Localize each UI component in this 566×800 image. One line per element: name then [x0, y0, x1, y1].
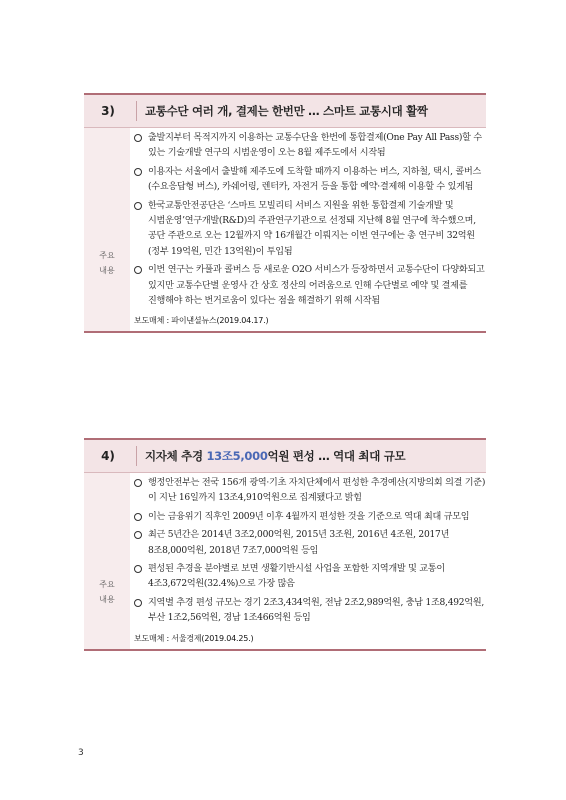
section-title: 교통수단 여러 개, 결제는 한번만 … 스마트 교통시대 활짝 — [145, 104, 428, 118]
section-body — [84, 128, 486, 333]
side-column — [84, 473, 130, 649]
page-number: 3 — [78, 748, 84, 758]
circle-bullet-icon — [134, 134, 142, 142]
news-source: 보도매체 : 파이낸셜뉴스(2019.04.17.) — [134, 316, 269, 326]
header-divider — [136, 101, 137, 121]
list-item — [134, 131, 486, 162]
section-body — [84, 473, 486, 651]
section-title — [145, 448, 405, 464]
title-prefix: 지자체 추경 — [145, 449, 207, 463]
side-label-line: 내용 — [99, 266, 115, 275]
side-label-line: 내용 — [99, 595, 115, 604]
item-text: 이는 금융위기 직후인 2009년 이후 4월까지 편성한 것을 기준으로 역대 최대 규모임 — [148, 511, 470, 522]
list-item — [134, 528, 486, 559]
item-text: 출발지부터 목적지까지 이용하는 교통수단을 한번에 통합결제(One Pay All Pass)할 수 있는 기술개발 연구의 시범운영이 오는 8월 제주도에서 시작됨 — [148, 133, 482, 159]
section-number: 4) — [101, 449, 115, 463]
item-text: 이번 연구는 카풀과 콜버스 등 새로운 O2O 서비스가 등장하면서 교통수단이 다양화되고 있지만 교통수단별 운영사 간 상호 정산의 어려움으로 인해 수단별로 예약 및 결제를 진행해야 하는 번거로움이 있다는 점을 해결하기 위해 시작됨 — [148, 265, 485, 307]
list-item — [134, 165, 486, 196]
news-section-4 — [84, 438, 486, 651]
news-source: 보도매체 : 서울경제(2019.04.25.) — [134, 633, 254, 643]
side-label — [84, 248, 130, 278]
circle-bullet-icon — [134, 479, 142, 487]
item-text: 한국교통안전공단은 ‘스마트 모빌리티 서비스 지원을 위한 통합결제 기술개발 및 시범운영’연구개발(R&D)의 주관연구기관으로 선정돼 지난해 8월 연구에 착수했으며, 공단 주관으로 오는 12월까지 약 16개월간 이뤄지는 이번 연구에는 총 연구비 32억원(정부 19억원, 민간 13억원)이 투입됨 — [148, 200, 476, 257]
side-label-line: 주요 — [99, 251, 115, 260]
section-header — [84, 438, 486, 473]
item-text: 최근 5년간은 2014년 3조2,000억원, 2015년 3조원, 2016년 4조원, 2017년 8조8,000억원, 2018년 7조7,000억원 등임 — [148, 530, 450, 556]
side-column — [84, 128, 130, 331]
list-item — [134, 263, 486, 309]
list-item — [134, 596, 486, 627]
news-section-3 — [84, 93, 486, 333]
circle-bullet-icon — [134, 202, 142, 210]
circle-bullet-icon — [134, 565, 142, 573]
item-list — [134, 128, 486, 331]
circle-bullet-icon — [134, 266, 142, 274]
title-highlight: 13조5,000 — [206, 449, 268, 463]
header-divider — [136, 446, 137, 466]
item-text: 편성된 추경을 분야별로 보면 생활기반시설 사업을 포함한 지역개발 및 교통이 4조3,672억원(32.4%)으로 가장 많음 — [148, 564, 445, 590]
circle-bullet-icon — [134, 531, 142, 539]
section-header — [84, 93, 486, 128]
side-label-line: 주요 — [99, 580, 115, 589]
item-text: 행정안전부는 전국 156개 광역·기초 자치단체에서 편성한 추경예산(지방의회 의결 기준)이 지난 16일까지 13조4,910억원으로 집계됐다고 밝힘 — [148, 478, 486, 504]
title-suffix: 억원 편성 … 역대 최대 규모 — [267, 449, 406, 463]
circle-bullet-icon — [134, 599, 142, 607]
list-item — [134, 510, 486, 525]
item-text: 지역별 추경 편성 규모는 경기 2조3,434억원, 전남 2조2,989억원, 충남 1조8,492억원, 부산 1조2,56억원, 경남 1조466억원 등임 — [148, 597, 485, 624]
circle-bullet-icon — [134, 513, 142, 521]
list-item — [134, 476, 486, 507]
item-list — [134, 473, 486, 649]
list-item — [134, 562, 486, 593]
item-text: 이용자는 서울에서 출발해 제주도에 도착할 때까지 이용하는 버스, 지하철, 택시, 콜버스(수요응답형 버스), 카쉐어링, 렌터카, 자전거 등을 통합 예약·결제해 이용할 수 있게됨 — [148, 166, 482, 193]
side-label — [84, 577, 130, 607]
circle-bullet-icon — [134, 168, 142, 176]
list-item — [134, 199, 486, 261]
section-number: 3) — [101, 104, 115, 118]
